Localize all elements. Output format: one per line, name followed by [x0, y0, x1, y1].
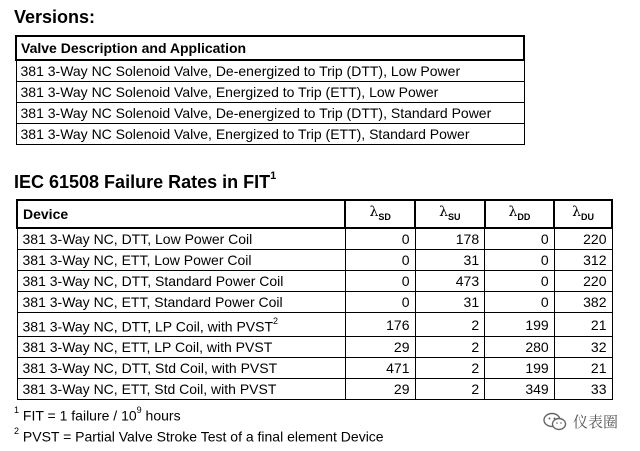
lambda-symbol: λ [439, 204, 448, 220]
device-name: 381 3-Way NC, DTT, Standard Power Coil [22, 272, 284, 289]
lambda-su-value: 31 [415, 249, 485, 270]
device-name: 381 3-Way NC, ETT, Low Power Coil [22, 251, 252, 268]
lambda-du-value: 32 [554, 337, 612, 358]
device-cell [17, 249, 345, 270]
column-header-lambda-du [554, 200, 612, 228]
table-row [17, 291, 612, 312]
lambda-sd-value: 29 [345, 337, 415, 358]
versions-title: Versions: [14, 7, 96, 27]
table-row [17, 312, 612, 337]
lambda-subscript: DD [517, 211, 531, 222]
lambda-sd-value: 471 [345, 358, 415, 379]
table-row [17, 228, 612, 250]
lambda-dd-value: 199 [485, 312, 555, 337]
rates-header-row [17, 200, 612, 228]
device-cell [17, 312, 345, 337]
lambda-symbol: λ [369, 204, 379, 220]
lambda-dd-value: 280 [485, 337, 555, 358]
lambda-dd-value: 0 [485, 291, 555, 312]
table-row [17, 379, 612, 400]
versions-header-row [16, 36, 524, 60]
lambda-du-value: 382 [554, 291, 612, 312]
lambda-sd-value: 0 [345, 291, 415, 312]
device-name: 381 3-Way NC, ETT, Std Coil, with PVST [22, 381, 277, 398]
lambda-subscript: DU [581, 211, 595, 222]
lambda-su-value: 2 [415, 337, 485, 358]
device-name: 381 3-Way NC, ETT, Standard Power Coil [22, 293, 283, 310]
lambda-du-value: 220 [554, 270, 612, 291]
device-name: 381 3-Way NC, DTT, Std Coil, with PVST [22, 360, 278, 377]
footnote-2-text: PVST = Partial Valve Stroke Test of a final element Device [22, 428, 384, 445]
lambda-sd-value: 0 [345, 249, 415, 270]
table-row [16, 124, 524, 145]
device-cell [17, 291, 345, 312]
lambda-du-value: 21 [554, 312, 612, 337]
rates-title-footnote-mark: 1 [270, 170, 277, 182]
table-row [17, 358, 612, 379]
failure-rates-table [16, 199, 613, 400]
lambda-subscript: SD [378, 211, 391, 222]
table-row [16, 103, 524, 124]
lambda-su-value: 2 [415, 358, 485, 379]
lambda-dd-value: 0 [485, 270, 555, 291]
versions-table [15, 35, 525, 145]
lambda-sd-value: 29 [345, 379, 415, 400]
device-footnote-mark: 2 [273, 315, 279, 326]
column-header-lambda-sd [345, 200, 415, 228]
lambda-su-value: 31 [415, 291, 485, 312]
device-name: 381 3-Way NC, ETT, LP Coil, with PVST [22, 339, 273, 356]
lambda-du-value: 312 [554, 249, 612, 270]
lambda-dd-value: 0 [485, 228, 555, 250]
lambda-dd-value: 199 [485, 358, 555, 379]
footnote-1-text-end: hours [141, 407, 181, 424]
table-row [17, 337, 612, 358]
column-header-lambda-su [415, 200, 485, 228]
lambda-sd-value: 176 [345, 312, 415, 337]
lambda-du-value: 220 [554, 228, 612, 250]
footnote-1-mark: 1 [14, 405, 20, 415]
device-cell [17, 379, 345, 400]
device-cell [17, 358, 345, 379]
lambda-symbol: λ [508, 204, 518, 220]
version-description: 381 3-Way NC Solenoid Valve, De-energized to Trip (DTT), Standard Power [16, 103, 524, 124]
lambda-du-value: 21 [554, 358, 612, 379]
lambda-du-value: 33 [554, 379, 612, 400]
lambda-sd-value: 0 [345, 270, 415, 291]
watermark-text: 仪表圈 [572, 414, 618, 431]
version-description: 381 3-Way NC Solenoid Valve, Energized to Trip (ETT), Low Power [16, 82, 524, 103]
footnote-2-mark: 2 [14, 426, 20, 436]
table-row [17, 270, 612, 291]
wechat-logo-icon [543, 412, 567, 432]
column-header-lambda-dd [485, 200, 555, 228]
lambda-su-value: 2 [415, 379, 485, 400]
version-description: 381 3-Way NC Solenoid Valve, De-energized to Trip (DTT), Low Power [16, 60, 524, 82]
lambda-su-value: 178 [415, 228, 485, 250]
device-cell [17, 337, 345, 358]
device-cell [17, 270, 345, 291]
device-cell [17, 228, 345, 250]
lambda-su-value: 473 [415, 270, 485, 291]
footnote-1-exponent: 9 [136, 405, 142, 415]
table-row [17, 249, 612, 270]
device-name: 381 3-Way NC, DTT, Low Power Coil [22, 230, 253, 247]
lambda-dd-value: 0 [485, 249, 555, 270]
footnote-1 [14, 407, 181, 424]
version-description: 381 3-Way NC Solenoid Valve, Energized to Trip (ETT), Standard Power [16, 124, 524, 145]
watermark [543, 411, 618, 432]
lambda-sd-value: 0 [345, 228, 415, 250]
lambda-su-value: 2 [415, 312, 485, 337]
footnote-2 [14, 428, 384, 445]
device-name: 381 3-Way NC, DTT, LP Coil, with PVST [22, 318, 274, 335]
table-row [16, 60, 524, 82]
table-row [16, 82, 524, 103]
rates-title-text: IEC 61508 Failure Rates in FIT [14, 172, 271, 192]
versions-header-cell: Valve Description and Application [16, 36, 524, 60]
column-header-device: Device [17, 200, 345, 228]
lambda-symbol: λ [572, 204, 582, 220]
rates-title [14, 172, 276, 193]
footnote-1-text: FIT = 1 failure / 10 [22, 407, 137, 424]
lambda-subscript: SU [447, 211, 461, 222]
lambda-dd-value: 349 [485, 379, 555, 400]
